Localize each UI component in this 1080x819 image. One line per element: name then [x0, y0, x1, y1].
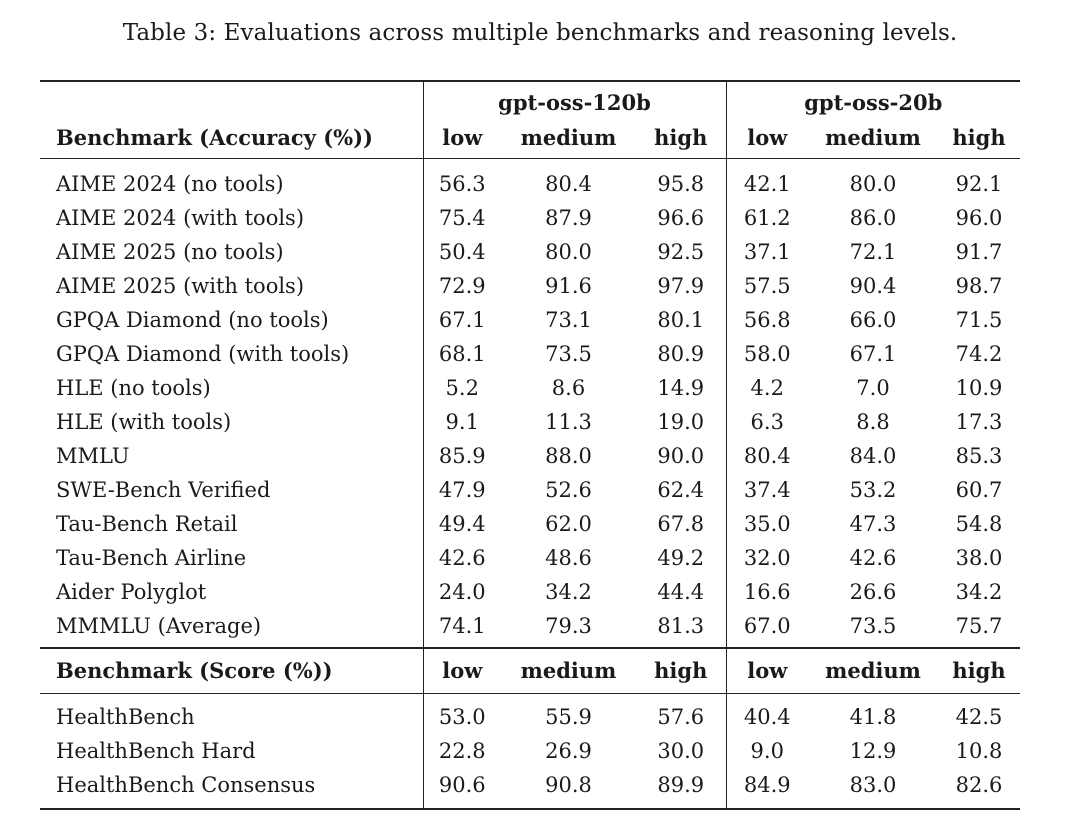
score-cell: 80.1 [636, 303, 726, 337]
score-cell: 42.6 [438, 546, 486, 570]
score-cell: 14.9 [636, 371, 726, 405]
score-cell: 96.0 [955, 206, 1003, 230]
level-header: low [423, 118, 501, 159]
benchmark-name: HLE (no tools) [40, 371, 423, 405]
score-cell: 58.0 [743, 342, 791, 366]
model-header-120b: gpt-oss-120b [423, 81, 726, 118]
score-cell: 90.4 [849, 274, 897, 298]
benchmark-name: HealthBench Hard [40, 734, 423, 768]
score-cell: 50.4 [438, 240, 486, 264]
level-header: high [938, 118, 1020, 159]
score-cell: 85.9 [438, 444, 486, 468]
table-row [40, 768, 1020, 809]
score-cell: 84.0 [849, 444, 897, 468]
table-row [40, 159, 1020, 202]
benchmark-name: GPQA Diamond (no tools) [40, 303, 423, 337]
score-cell: 49.2 [636, 541, 726, 575]
score-cell: 80.4 [545, 172, 592, 196]
level-header: low [726, 118, 808, 159]
score-cell: 9.1 [445, 410, 479, 434]
score-cell: 11.3 [545, 410, 592, 434]
level-header: low [726, 648, 808, 694]
score-cell: 67.1 [849, 342, 897, 366]
section2-header-group [40, 648, 1020, 694]
score-cell: 87.9 [545, 206, 592, 230]
table-row [40, 541, 1020, 575]
score-cell: 6.3 [750, 410, 784, 434]
score-cell: 5.2 [445, 376, 479, 400]
score-cell: 49.4 [438, 512, 486, 536]
score-cell: 90.8 [501, 768, 636, 809]
score-cell: 72.9 [438, 274, 486, 298]
score-cell: 7.0 [856, 376, 890, 400]
score-cell: 72.1 [849, 240, 897, 264]
level-header-row [40, 118, 1020, 159]
score-cell: 88.0 [545, 444, 592, 468]
benchmark-name: MMMLU (Average) [40, 609, 423, 648]
score-cell: 47.3 [849, 512, 897, 536]
benchmark-name: HLE (with tools) [40, 405, 423, 439]
benchmark-name: SWE-Bench Verified [40, 473, 423, 507]
score-cell: 26.6 [849, 580, 897, 604]
table-row [40, 337, 1020, 371]
score-cell: 83.0 [808, 768, 938, 809]
level-header: medium [808, 118, 938, 159]
score-cell: 97.9 [636, 269, 726, 303]
score-cell: 74.1 [438, 614, 486, 638]
score-cell: 73.5 [545, 342, 592, 366]
score-cell: 41.8 [849, 705, 897, 729]
score-cell: 71.5 [955, 308, 1003, 332]
table-row [40, 609, 1020, 648]
score-cell: 81.3 [636, 609, 726, 648]
level-header: high [636, 648, 726, 694]
score-cell: 19.0 [636, 405, 726, 439]
score-cell: 10.9 [955, 376, 1003, 400]
score-cell: 12.9 [849, 739, 897, 763]
table-row [40, 235, 1020, 269]
model-header-row [40, 81, 1020, 118]
score-cell: 80.9 [636, 337, 726, 371]
benchmark-name: AIME 2025 (with tools) [40, 269, 423, 303]
score-cell: 96.6 [636, 201, 726, 235]
score-cell: 16.6 [743, 580, 791, 604]
score-cell: 38.0 [955, 546, 1003, 570]
score-cell: 57.6 [636, 694, 726, 735]
score-cell: 8.6 [551, 376, 586, 400]
section2-header-row [40, 648, 1020, 694]
score-cell: 32.0 [743, 546, 791, 570]
score-cell: 56.8 [743, 308, 791, 332]
score-cell: 53.2 [849, 478, 897, 502]
table-row [40, 507, 1020, 541]
table-row [40, 473, 1020, 507]
benchmark-name: Tau-Bench Retail [40, 507, 423, 541]
score-cell: 80.0 [849, 172, 897, 196]
level-header: high [938, 648, 1020, 694]
level-header: high [636, 118, 726, 159]
score-cell: 92.5 [636, 235, 726, 269]
score-cell: 22.8 [438, 739, 486, 763]
benchmark-name: GPQA Diamond (with tools) [40, 337, 423, 371]
benchmark-name: Tau-Bench Airline [40, 541, 423, 575]
score-cell: 90.0 [636, 439, 726, 473]
score-cell: 80.0 [545, 240, 592, 264]
score-cell: 37.1 [743, 240, 791, 264]
score-cell: 34.2 [545, 580, 592, 604]
score-cell: 52.6 [545, 478, 592, 502]
score-cell: 67.1 [438, 308, 486, 332]
score-cell: 62.4 [636, 473, 726, 507]
score-cell: 44.4 [636, 575, 726, 609]
score-cell: 79.3 [545, 614, 592, 638]
score-cell: 80.4 [743, 444, 791, 468]
score-cell: 86.0 [849, 206, 897, 230]
table-row [40, 694, 1020, 735]
benchmark-name: AIME 2025 (no tools) [40, 235, 423, 269]
score-cell: 34.2 [955, 580, 1003, 604]
table-row [40, 734, 1020, 768]
score-cell: 42.6 [849, 546, 897, 570]
score-cell: 92.1 [955, 172, 1003, 196]
score-cell: 42.5 [955, 705, 1003, 729]
score-cell: 84.9 [726, 768, 808, 809]
table-row [40, 439, 1020, 473]
table-row [40, 405, 1020, 439]
score-cell: 60.7 [955, 478, 1003, 502]
benchmark-name: AIME 2024 (no tools) [40, 159, 423, 202]
benchmark-table [40, 80, 1020, 810]
section1-header: Benchmark (Accuracy (%)) [40, 118, 423, 159]
score-cell: 42.1 [743, 172, 791, 196]
benchmark-name: HealthBench Consensus [40, 768, 423, 809]
score-cell: 62.0 [545, 512, 592, 536]
score-cell: 75.4 [438, 206, 486, 230]
score-cell: 68.1 [438, 342, 486, 366]
score-cell: 85.3 [955, 444, 1003, 468]
score-cell: 67.0 [743, 614, 791, 638]
score-cell: 10.8 [955, 739, 1003, 763]
score-cell: 56.3 [438, 172, 486, 196]
score-cell: 89.9 [636, 768, 726, 809]
level-header: medium [501, 648, 636, 694]
score-cell: 90.6 [423, 768, 501, 809]
score-cell: 40.4 [743, 705, 791, 729]
table-row [40, 201, 1020, 235]
level-header: medium [501, 118, 636, 159]
level-header: medium [808, 648, 938, 694]
score-cell: 67.8 [636, 507, 726, 541]
score-cell: 91.7 [955, 240, 1003, 264]
score-cell: 66.0 [849, 308, 897, 332]
benchmark-name: AIME 2024 (with tools) [40, 201, 423, 235]
section2-body [40, 694, 1020, 810]
score-cell: 9.0 [750, 739, 784, 763]
score-cell: 26.9 [545, 739, 592, 763]
header-spacer [40, 81, 423, 118]
score-cell: 74.2 [955, 342, 1003, 366]
benchmark-name: Aider Polyglot [40, 575, 423, 609]
score-cell: 61.2 [743, 206, 791, 230]
model-header-20b: gpt-oss-20b [726, 81, 1020, 118]
table-row [40, 303, 1020, 337]
score-cell: 24.0 [438, 580, 486, 604]
section2-header: Benchmark (Score (%)) [40, 648, 423, 694]
score-cell: 98.7 [955, 274, 1003, 298]
table-row [40, 371, 1020, 405]
level-header: low [423, 648, 501, 694]
score-cell: 95.8 [636, 159, 726, 202]
score-cell: 73.5 [849, 614, 897, 638]
benchmark-name: HealthBench [40, 694, 423, 735]
score-cell: 48.6 [545, 546, 592, 570]
section1-body [40, 159, 1020, 649]
table-row [40, 575, 1020, 609]
score-cell: 35.0 [743, 512, 791, 536]
score-cell: 73.1 [545, 308, 592, 332]
score-cell: 57.5 [743, 274, 791, 298]
score-cell: 37.4 [743, 478, 791, 502]
score-cell: 54.8 [955, 512, 1003, 536]
score-cell: 8.8 [856, 410, 890, 434]
benchmark-name: MMLU [40, 439, 423, 473]
table-caption: Table 3: Evaluations across multiple benchmarks and reasoning levels. [122, 20, 958, 46]
score-cell: 4.2 [750, 376, 784, 400]
score-cell: 47.9 [438, 478, 486, 502]
score-cell: 30.0 [636, 734, 726, 768]
score-cell: 82.6 [938, 768, 1020, 809]
score-cell: 55.9 [545, 705, 592, 729]
score-cell: 91.6 [545, 274, 592, 298]
score-cell: 17.3 [955, 410, 1003, 434]
table-row [40, 269, 1020, 303]
score-cell: 53.0 [438, 705, 486, 729]
score-cell: 75.7 [955, 614, 1003, 638]
